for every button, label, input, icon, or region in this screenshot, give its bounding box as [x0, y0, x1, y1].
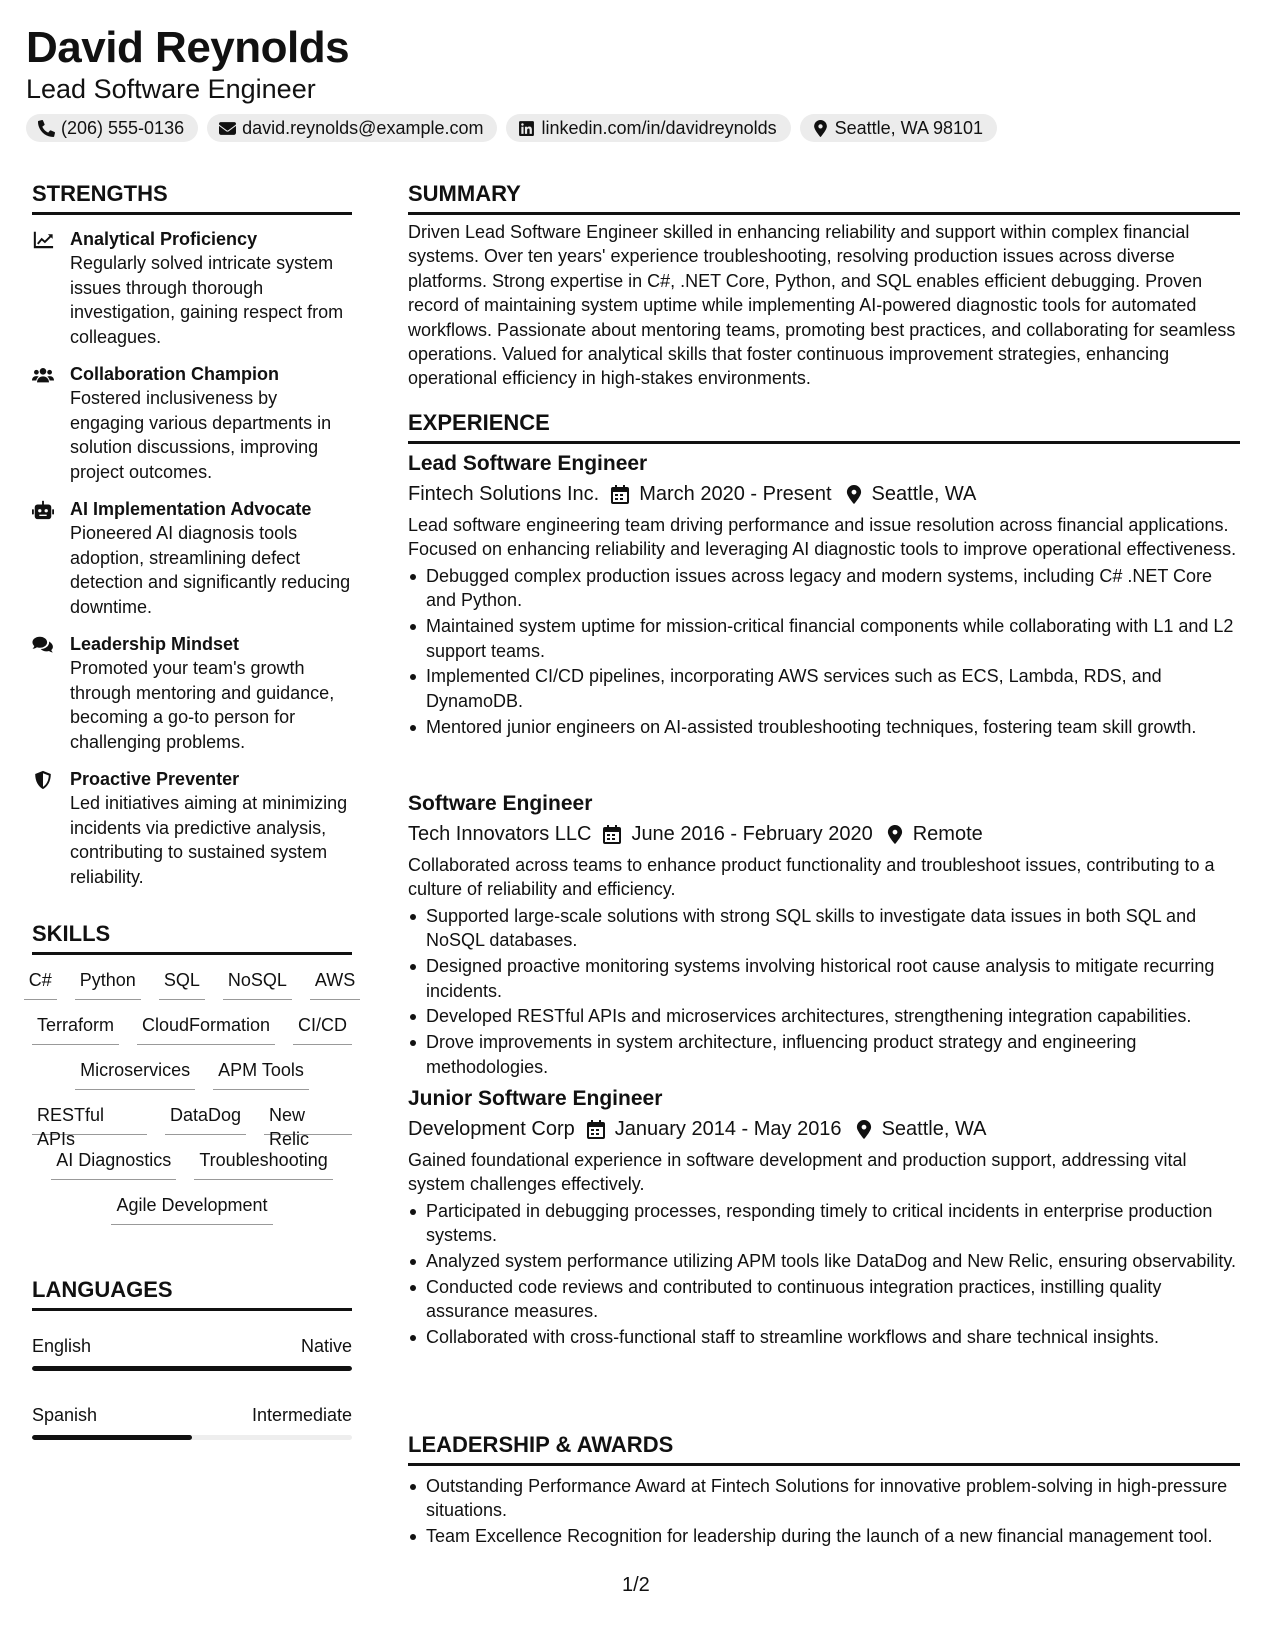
- job-dates: March 2020 - Present: [639, 483, 832, 505]
- award-item: Outstanding Performance Award at Fintech Solutions for innovative problem-solving in high-pressure situations.: [408, 1474, 1240, 1523]
- phone-text: (206) 555-0136: [61, 117, 185, 138]
- skill-tag: CI/CD: [293, 1013, 352, 1045]
- map-pin-icon: [812, 120, 829, 137]
- comments-icon: [32, 635, 54, 655]
- strength-desc: Fostered inclusiveness by engaging various departments in solution discussions, improving project outcomes.: [70, 388, 332, 482]
- job-summary: Collaborated across teams to enhance product functionality and troubleshoot issues, contributing to a culture of reliability and efficiency.: [408, 855, 1215, 900]
- skill-tag: DataDog: [165, 1103, 246, 1135]
- awards-heading: LEADERSHIP & AWARDS: [408, 1431, 1240, 1466]
- location-text: Seattle, WA 98101: [834, 117, 984, 138]
- job-summary: Lead software engineering team driving performance and issue resolution across financial applications. Focused on enhancing reliability and leveraging AI diagnostic tools to improve operational effectiveness.: [408, 515, 1237, 560]
- job-bullet: Maintained system uptime for mission-critical financial components while collaborating with L1 and L2 support teams.: [408, 614, 1240, 663]
- contact-location[interactable]: [800, 114, 997, 142]
- contact-linkedin[interactable]: [506, 114, 790, 142]
- linkedin-text: linkedin.com/in/davidreynolds: [541, 117, 777, 138]
- skills-row: [32, 1193, 352, 1238]
- skills-heading: SKILLS: [32, 920, 352, 955]
- job-entry: [408, 789, 1240, 1081]
- job-bullet: Mentored junior engineers on AI-assisted troubleshooting techniques, fostering team skill growth.: [408, 715, 1240, 739]
- shield-icon: [32, 770, 54, 790]
- strength-item: [32, 767, 352, 889]
- awards-list: [408, 1474, 1240, 1549]
- strength-desc: Led initiatives aiming at minimizing incidents via predictive analysis, contributing to sustained system reliability.: [70, 793, 348, 887]
- job-bullet: Debugged complex production issues across legacy and modern systems, including C# .NET Core and Python.: [408, 564, 1240, 613]
- job-bullets: [408, 904, 1240, 1079]
- strengths-list: [32, 227, 352, 902]
- skill-tag: CloudFormation: [137, 1013, 275, 1045]
- strength-title: Proactive Preventer: [70, 769, 240, 789]
- contact-bar: [26, 114, 997, 142]
- summary-text: Driven Lead Software Engineer skilled in enhancing reliability and support within complex financial systems. Over ten years' experience troubleshooting, resolving production issues across diverse platforms. Strong expertise in C#, .NET Core, Python, and SQL enables efficient debugging. Proven record of maintaining system uptime while implementing AI-powered diagnostic tools for automated workflows. Passionate about mentoring teams, promoting best practices, and collaborating for seamless operations. Valued for analytical skills that foster continuous improvement strategies, enhancing operational efficiency in high-stakes environments.: [408, 222, 1236, 389]
- language-level: Intermediate: [251, 1405, 352, 1425]
- phone-icon: [38, 120, 55, 137]
- language-name: English: [32, 1336, 92, 1356]
- summary-section: [408, 220, 1240, 391]
- job-meta: [408, 1114, 1240, 1144]
- contact-phone[interactable]: [26, 114, 198, 142]
- strength-desc: Pioneered AI diagnosis tools adoption, streamlining defect detection and significantly reducing downtime.: [70, 523, 351, 617]
- job-bullet: Drove improvements in system architecture, influencing product strategy and engineering methodologies.: [408, 1030, 1240, 1079]
- job-bullet: Collaborated with cross-functional staff to streamline workflows and share technical insights.: [408, 1325, 1240, 1349]
- skill-tag: Terraform: [32, 1013, 119, 1045]
- job-bullet: Participated in debugging processes, responding timely to critical incidents in enterprise production systems.: [408, 1199, 1240, 1248]
- strength-item: [32, 632, 352, 754]
- calendar-icon: [603, 825, 621, 844]
- job-bullets: [408, 564, 1240, 739]
- language-item: [32, 1403, 352, 1440]
- skill-tag: AWS: [310, 968, 360, 1000]
- skills-row: [32, 1058, 352, 1103]
- skill-tag: Troubleshooting: [194, 1148, 332, 1180]
- job-company: Tech Innovators LLC: [408, 823, 592, 845]
- job-bullet: Analyzed system performance utilizing APM tools like DataDog and New Relic, ensuring observability.: [408, 1249, 1240, 1273]
- language-level: Native: [300, 1336, 352, 1356]
- map-pin-icon: [887, 825, 903, 844]
- calendar-icon: [611, 485, 629, 504]
- skill-tag: AI Diagnostics: [51, 1148, 176, 1180]
- language-proficiency-bar: [32, 1435, 352, 1440]
- contact-email[interactable]: [207, 114, 497, 142]
- strength-title: Analytical Proficiency: [70, 229, 258, 249]
- strengths-heading: STRENGTHS: [32, 180, 352, 215]
- strength-desc: Regularly solved intricate system issues through thorough investigation, gaining respect from colleagues.: [70, 253, 344, 347]
- strength-item: [32, 227, 352, 349]
- skills-list: [28, 968, 356, 1238]
- job-title: Junior Software Engineer: [408, 1087, 663, 1110]
- job-bullet: Designed proactive monitoring systems involving historical root cause analysis to mitigate recurring incidents.: [408, 954, 1240, 1003]
- job-meta: [408, 819, 1240, 849]
- language-proficiency-bar: [32, 1366, 352, 1371]
- language-proficiency-fill: [32, 1435, 192, 1440]
- skill-tag: SQL: [159, 968, 205, 1000]
- awards-section: [408, 1472, 1240, 1550]
- skills-row: [28, 968, 356, 1013]
- strength-title: AI Implementation Advocate: [70, 499, 312, 519]
- award-item: Team Excellence Recognition for leadership during the launch of a new financial management tool.: [408, 1524, 1240, 1548]
- calendar-icon: [587, 1120, 605, 1139]
- job-bullet: Implemented CI/CD pipelines, incorporating AWS services such as ECS, Lambda, RDS, and DynamoDB.: [408, 664, 1240, 713]
- job-bullet: Supported large-scale solutions with strong SQL skills to investigate data issues in both SQL and NoSQL databases.: [408, 904, 1240, 953]
- skills-row: [32, 1148, 352, 1193]
- skill-tag: C#: [24, 968, 57, 1000]
- job-bullet: Conducted code reviews and contributed to continuous integration practices, instilling quality assurance measures.: [408, 1275, 1240, 1324]
- robot-icon: [32, 500, 54, 520]
- skill-tag: New Relic: [264, 1103, 352, 1135]
- job-bullet: Developed RESTful APIs and microservices architectures, strengthening integration capabilities.: [408, 1004, 1240, 1028]
- strength-title: Collaboration Champion: [70, 364, 279, 384]
- job-title: Lead Software Engineer: [408, 452, 648, 475]
- language-item: [32, 1334, 352, 1371]
- candidate-name: David Reynolds: [26, 23, 350, 72]
- job-dates: June 2016 - February 2020: [631, 823, 873, 845]
- skill-tag: Microservices: [75, 1058, 195, 1090]
- language-name: Spanish: [32, 1405, 98, 1425]
- users-icon: [32, 365, 54, 385]
- job-dates: January 2014 - May 2016: [614, 1118, 842, 1140]
- job-bullets: [408, 1199, 1240, 1350]
- line-chart-icon: [32, 230, 54, 250]
- summary-heading: SUMMARY: [408, 180, 1240, 215]
- job-location: Seattle, WA: [881, 1118, 987, 1140]
- strength-desc: Promoted your team's growth through mentoring and guidance, becoming a go-to person for challenging problems.: [70, 658, 335, 752]
- skill-tag: APM Tools: [213, 1058, 309, 1090]
- skill-tag: Python: [75, 968, 141, 1000]
- language-proficiency-fill: [32, 1366, 352, 1371]
- skill-tag: Agile Development: [111, 1193, 272, 1225]
- job-location: Seattle, WA: [871, 483, 977, 505]
- strength-title: Leadership Mindset: [70, 634, 240, 654]
- strength-item: [32, 362, 352, 484]
- skills-row: [32, 1013, 352, 1058]
- map-pin-icon: [856, 1120, 872, 1139]
- experience-heading: EXPERIENCE: [408, 409, 1240, 444]
- languages-heading: LANGUAGES: [32, 1276, 352, 1311]
- candidate-title: Lead Software Engineer: [26, 74, 316, 104]
- strength-item: [32, 497, 352, 619]
- map-pin-icon: [846, 485, 862, 504]
- page-number: 1/2: [622, 1574, 650, 1596]
- linkedin-icon: [518, 120, 535, 137]
- job-summary: Gained foundational experience in software development and production support, addressing vital system challenges effectively.: [408, 1150, 1187, 1195]
- skill-tag: NoSQL: [223, 968, 292, 1000]
- job-meta: [408, 479, 1240, 509]
- skills-row: [32, 1103, 352, 1148]
- envelope-icon: [219, 120, 236, 137]
- job-entry: [408, 449, 1240, 741]
- email-text: david.reynolds@example.com: [242, 117, 484, 138]
- job-title: Software Engineer: [408, 792, 593, 815]
- job-location: Remote: [912, 823, 983, 845]
- job-company: Fintech Solutions Inc.: [408, 483, 600, 505]
- job-company: Development Corp: [408, 1118, 575, 1140]
- skill-tag: RESTful APIs: [32, 1103, 147, 1135]
- job-entry: [408, 1084, 1240, 1351]
